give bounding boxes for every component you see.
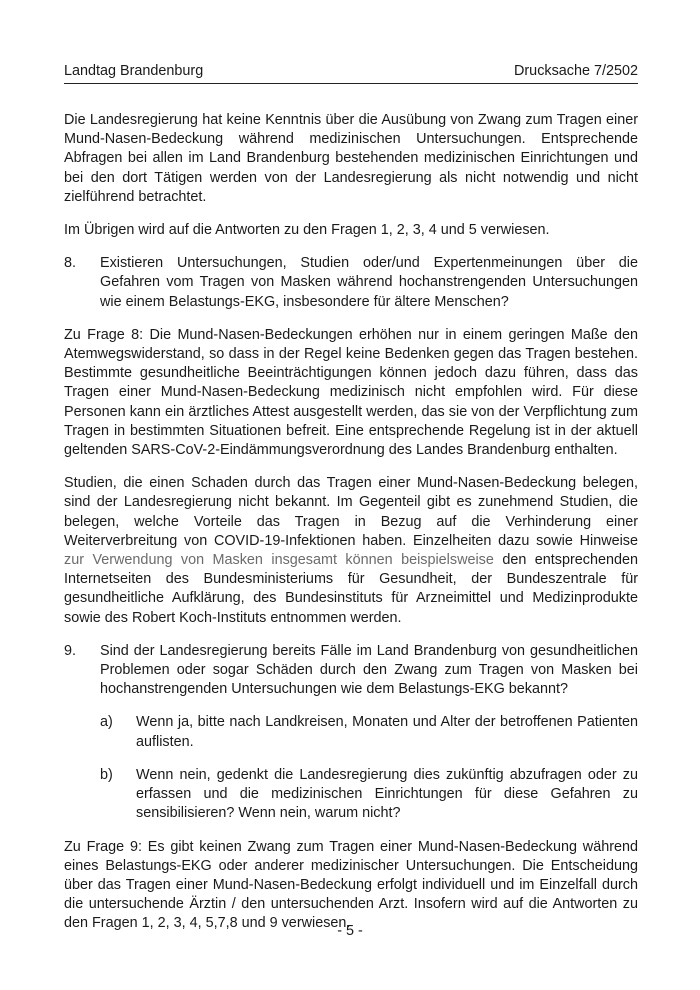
answer-8-text-part1: Studien, die einen Schaden durch das Tragen einer Mund-Nasen-Bedeckung belegen, sind der Landesregierung nicht bekannt. Im Gegenteil gibt es zunehmend Studien, die belegen, welche Vorteile das Tragen in Bezug auf die Verhinderung einer Weiterverbreitung von COVID-19-Infektionen haben. Einzelheiten dazu sowie Hinweise [64, 475, 638, 549]
page-header [64, 62, 638, 84]
document-page [64, 62, 638, 934]
question-text: Sind der Landesregierung bereits Fälle im Land Brandenburg von gesundheitlichen Problemen oder sogar Schäden durch den Zwang zum Tragen von Masken bei hochanstrengenden Untersuchungen wie dem Belastungs-EKG bekannt? [100, 642, 638, 698]
question-9-sub-a [100, 713, 638, 751]
question-number: 8. [64, 255, 77, 272]
answer-8-paragraph-2 [64, 474, 638, 628]
sub-question-label: a) [100, 714, 113, 731]
question-9 [64, 642, 638, 700]
answer-8-text-part2: den entsprechenden Internetseiten des Bundesministeriums für Gesundheit, der Bundeszentrale für gesundheitliche Aufklärung, des Bundesinstituts für Arzneimittel und Medizinprodukte sowie des Robert Koch-Instituts entnommen werden. [64, 552, 638, 626]
question-8 [64, 254, 638, 312]
question-9-sub-b [100, 766, 638, 824]
header-document-number: Drucksache 7/2502 [514, 63, 638, 79]
answer-9: Zu Frage 9: Es gibt keinen Zwang zum Tragen einer Mund-Nasen-Bedeckung während eines Belastungs-EKG oder anderer medizinischer Untersuchungen. Die Entscheidung über das Tragen einer Mund-Nasen-Bedeckung erfolgt individuell und im Einzelfall durch die untersuchende Ärztin / den untersuchenden Arzt. Insofern wird auf die Antworten zu den Fragen 1, 2, 3, 4, 5,7,8 und 9 verwiesen. [64, 838, 638, 932]
header-parliament: Landtag Brandenburg [64, 63, 204, 79]
sub-question-label: b) [100, 766, 113, 783]
question-number: 9. [64, 642, 77, 659]
answer-8-paragraph-1: Zu Frage 8: Die Mund-Nasen-Bedeckungen erhöhen nur in einem geringen Maße den Atemwegswiderstand, so dass in der Regel keine Bedenken gegen das Tragen bestehen. Bestimmte gesundheitliche Beeinträchtigungen können jedoch dazu führen, dass das Tragen einer Mund-Nasen-Bedeckung medizinisch nicht empfohlen wird. Für diese Personen kann ein ärztliches Attest ausgestellt werden, das sie von der Verpflichtung zum Tragen in bestimmten Situationen befreit. Eine entsprechende Regelung ist in der aktuell geltenden SARS-CoV-2-Eindämmungsverordnung des Landes Brandenburg enthalten. [64, 326, 638, 459]
sub-question-text: Wenn nein, gedenkt die Landesregierung dies zukünftig abzufragen oder zu erfassen und die medizinischen Einrichtungen für diese Gefahren zu sensibilisieren? Wenn nein, warum nicht? [136, 766, 638, 822]
answer-8-highlighted-text: zur Verwendung von Masken insgesamt können beispielsweise [64, 552, 494, 569]
paragraph-no-knowledge: Die Landesregierung hat keine Kenntnis über die Ausübung von Zwang zum Tragen einer Mund-Nasen-Bedeckung während medizinischen Untersuchungen. Entsprechende Abfragen bei allen im Land Brandenburg bestehenden medizinischen Einrichtungen und bei den dort Tätigen werden von der Landesregierung als nicht notwendig und nicht zielführend betrachtet. [64, 112, 638, 205]
page-number: - 5 - [337, 923, 363, 939]
question-text: Existieren Untersuchungen, Studien oder/und Expertenmeinungen über die Gefahren vom Tragen von Masken während hochanstrengenden Untersuchungen wie einem Belastungs-EKG, insbesondere für ältere Menschen? [100, 255, 638, 310]
paragraph-reference: Im Übrigen wird auf die Antworten zu den Fragen 1, 2, 3, 4 und 5 verwiesen. [64, 222, 550, 239]
sub-question-text: Wenn ja, bitte nach Landkreisen, Monaten und Alter der betroffenen Patienten auflisten. [136, 714, 638, 750]
